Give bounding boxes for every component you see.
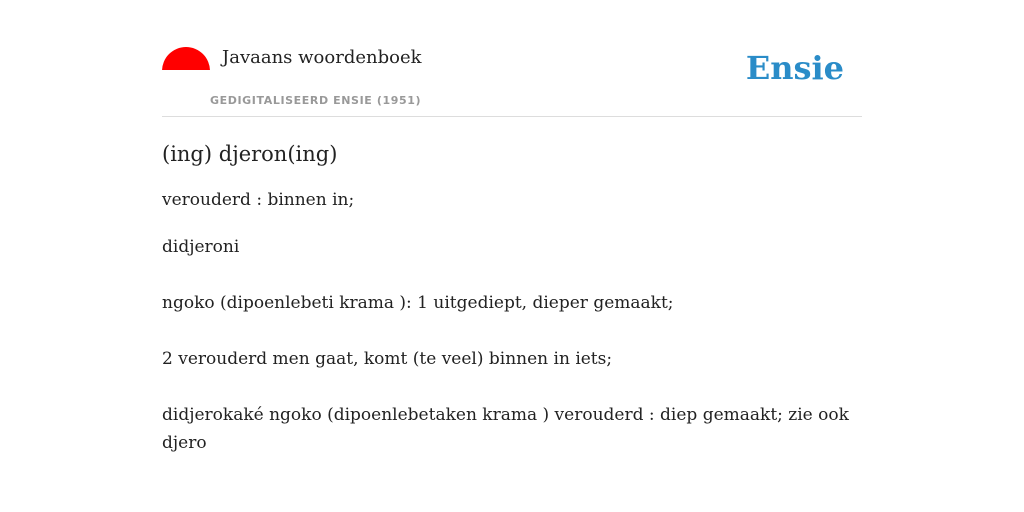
site-header [162, 40, 862, 117]
ensie-brand-logo[interactable]: Ensie [745, 49, 844, 87]
red-semicircle-icon [162, 47, 210, 70]
entry-definition-line: ngoko (dipoenlebeti krama ): 1 uitgediept, dieper gemaakt; [162, 293, 674, 313]
dictionary-title[interactable]: Javaans woordenboek [222, 47, 422, 68]
entry-headword: (ing) djeron(ing) [162, 142, 338, 166]
entry-subentry-line: didjeroni [162, 237, 240, 257]
dictionary-subtitle: GEDIGITALISEERD ENSIE (1951) [210, 94, 422, 107]
entry-definition-line: didjerokaké ngoko (dipoenlebetaken krama ) verouderd : diep gemaakt; zie ook djero [162, 405, 849, 453]
ensie-logo-mark[interactable] [162, 40, 210, 70]
entry-definition-line: verouderd : binnen in; [162, 190, 355, 210]
entry-content [162, 138, 862, 457]
entry-definition-line: 2 verouderd men gaat, komt (te veel) binnen in iets; [162, 349, 613, 369]
